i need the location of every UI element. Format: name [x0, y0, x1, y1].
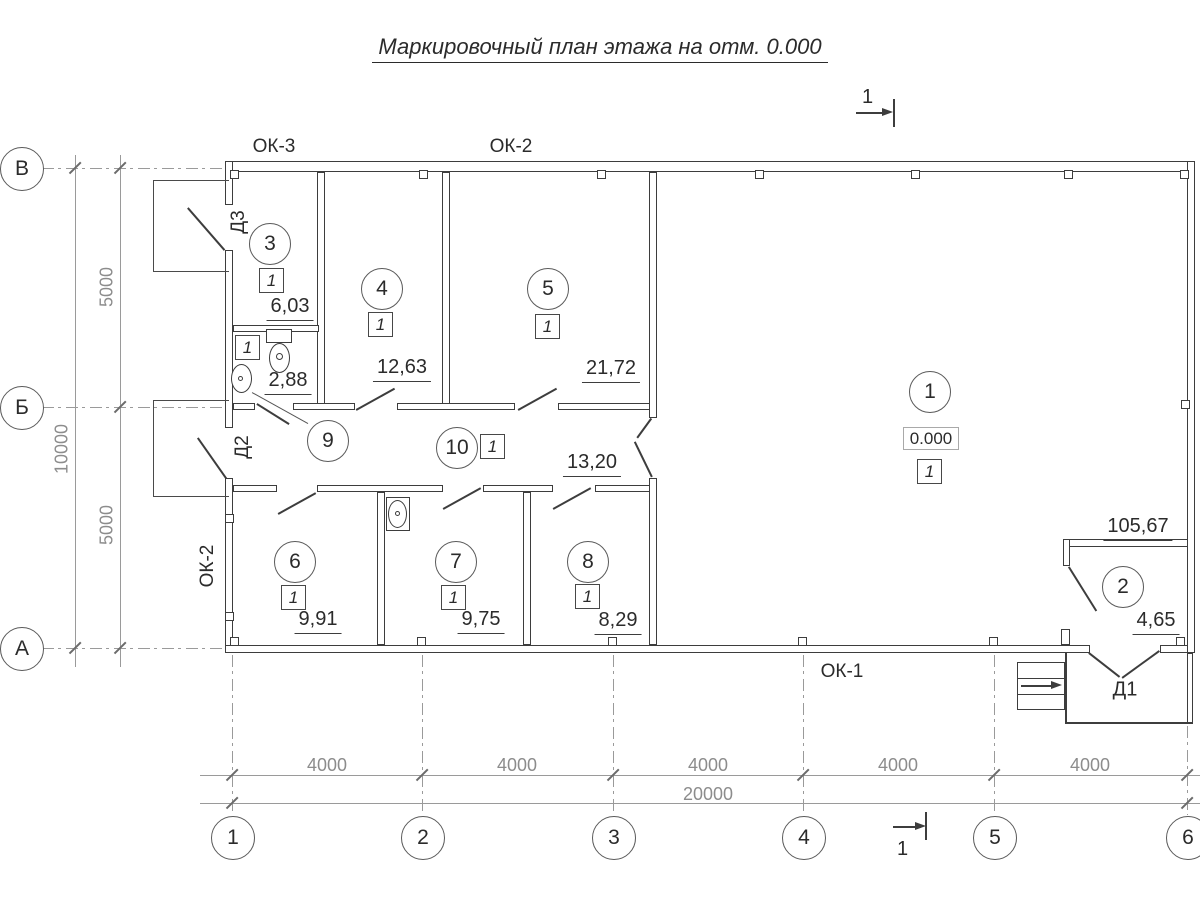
wall-joint [608, 637, 617, 646]
door-leaf-hall-upper [636, 418, 651, 438]
wall-joint [597, 170, 606, 179]
area-room3: 6,03 [267, 295, 314, 321]
wall-joint [225, 514, 234, 523]
section-mark-bottom-label: 1 [897, 838, 909, 860]
dim-value-4000: 4000 [306, 755, 348, 775]
axis-line-b [42, 407, 225, 408]
dim-value-4000: 4000 [496, 755, 538, 775]
window-label-ok1: ОК-1 [820, 661, 864, 682]
wall-room7-room8 [523, 492, 531, 645]
axis-extension-1 [232, 655, 233, 815]
door-swing-room4 [356, 388, 395, 411]
drawing-title: Маркировочный план этажа на отм. 0.000 [0, 34, 1200, 60]
door-label-d3: Д3 [228, 210, 249, 234]
wall-joint [1064, 170, 1073, 179]
wall-exterior-left-3 [225, 478, 233, 653]
room-number-8: 8 [567, 541, 609, 583]
door-leaf-d1-left [1089, 652, 1121, 677]
wall-corridor-top [558, 403, 656, 410]
wall-room4-room5 [442, 172, 450, 410]
door-swing-room8 [553, 487, 591, 509]
stair-step-line [1017, 694, 1065, 695]
wall-joint [911, 170, 920, 179]
finish-box-room1: 1 [917, 459, 942, 484]
window-label-ok3: ОК-3 [252, 136, 296, 157]
dim-value-10000: 10000 [51, 423, 72, 475]
dim-value-4000: 4000 [1069, 755, 1111, 775]
stair-step-line [1017, 678, 1065, 679]
room7-sink-drain [395, 511, 400, 516]
finish-box-room5: 1 [535, 314, 560, 339]
section-mark-top-tick [893, 99, 895, 127]
wall-corridor-bottom [595, 485, 656, 492]
wall-exterior-top [225, 161, 1195, 172]
wall-exterior-bottom-1 [225, 645, 1090, 653]
wall-joint [1181, 400, 1190, 409]
window-label-ok2-top: ОК-2 [489, 136, 533, 157]
wall-joint [230, 170, 239, 179]
wall-vestibule-stub-top [1063, 539, 1070, 566]
axis-extension-3 [613, 655, 614, 815]
wall-corridor-bottom [233, 485, 277, 492]
entrance-porch-left [1065, 653, 1067, 723]
wall-main-hall-upper [649, 172, 657, 418]
area-room1: 105,67 [1103, 515, 1172, 541]
area-room6: 9,91 [295, 608, 342, 634]
room-number-10: 10 [436, 427, 478, 469]
door-leaf-hall-lower [634, 441, 652, 477]
wall-vestibule-stub-bottom [1061, 629, 1070, 645]
section-mark-top-arrow-icon [882, 108, 893, 116]
door-swing-room6 [278, 492, 316, 514]
axis-circle-3: 3 [592, 816, 636, 860]
axis-circle-b: Б [0, 386, 44, 430]
axis-extension-5 [994, 655, 995, 815]
dim-line-left-inner [120, 155, 121, 667]
wall-joint [1180, 170, 1189, 179]
door-label-d2: Д2 [232, 435, 253, 459]
wall-corridor-bottom [483, 485, 553, 492]
room-number-9: 9 [307, 420, 349, 462]
axis-circle-a: А [0, 627, 44, 671]
room-number-5: 5 [527, 268, 569, 310]
finish-box-room4: 1 [368, 312, 393, 337]
section-mark-bottom-tick [925, 812, 927, 840]
finish-box-room7: 1 [441, 585, 466, 610]
dim-value-5000-lower: 5000 [96, 504, 117, 546]
axis-circle-6: 6 [1166, 816, 1200, 860]
wall-room6-room7 [377, 492, 385, 645]
stairs-direction-arrow-icon [1051, 681, 1062, 689]
wall-joint [798, 637, 807, 646]
door-leaf-d1-right [1122, 650, 1160, 678]
entrance-porch-right-wall [1187, 653, 1193, 723]
axis-extension-4 [803, 655, 804, 815]
door-swing-room5 [518, 388, 557, 411]
porch-left-lower [153, 400, 229, 497]
toilet-detail [276, 353, 283, 360]
wall-corridor-top [397, 403, 515, 410]
wall-joint [417, 637, 426, 646]
axis-extension-2 [422, 655, 423, 815]
dim-value-5000-upper: 5000 [96, 266, 117, 308]
area-room5: 21,72 [582, 357, 640, 383]
wall-room3-room4 [317, 172, 325, 410]
dim-value-4000: 4000 [687, 755, 729, 775]
area-room2: 4,65 [1133, 609, 1180, 635]
axis-line-a [42, 648, 225, 649]
area-room4: 12,63 [373, 356, 431, 382]
window-label-ok2-left: ОК-2 [197, 544, 218, 588]
toilet-tank [266, 329, 292, 343]
wall-joint [230, 637, 239, 646]
axis-circle-4: 4 [782, 816, 826, 860]
level-mark: 0.000 [903, 427, 959, 450]
door-label-d1: Д1 [1112, 678, 1138, 701]
area-room9: 2,88 [265, 369, 312, 395]
axis-circle-5: 5 [973, 816, 1017, 860]
finish-box-room8: 1 [575, 584, 600, 609]
wall-main-hall-lower [649, 478, 657, 645]
door-swing-room7 [443, 487, 481, 509]
area-room7: 9,75 [458, 608, 505, 634]
room-number-2: 2 [1102, 566, 1144, 608]
room-number-6: 6 [274, 541, 316, 583]
entrance-porch-bottom [1065, 722, 1193, 724]
room-number-3: 3 [249, 223, 291, 265]
finish-box-room6: 1 [281, 585, 306, 610]
room-number-1: 1 [909, 371, 951, 413]
wall-corridor-bottom [317, 485, 443, 492]
wall-corridor-top [293, 403, 355, 410]
stairs-direction-arrow [1021, 685, 1055, 687]
area-room10: 13,20 [563, 451, 621, 477]
wc-sink-drain [238, 376, 243, 381]
door-leaf-vestibule [1068, 566, 1097, 611]
dim-value-20000: 20000 [682, 784, 734, 804]
finish-box-room9: 1 [235, 335, 260, 360]
axis-circle-v: В [0, 147, 44, 191]
wall-joint [225, 612, 234, 621]
finish-box-room10: 1 [480, 434, 505, 459]
room-number-4: 4 [361, 268, 403, 310]
porch-left-upper [153, 180, 229, 272]
wall-corridor-top [233, 403, 255, 410]
section-mark-top-label: 1 [862, 86, 874, 108]
door-swing-wc [257, 403, 290, 424]
finish-box-room3: 1 [259, 268, 284, 293]
axis-line-v [42, 168, 225, 169]
room-number-7: 7 [435, 541, 477, 583]
wall-joint [1176, 637, 1185, 646]
dim-line-left-outer [75, 155, 76, 667]
wall-joint [989, 637, 998, 646]
dim-value-4000: 4000 [877, 755, 919, 775]
wall-joint [755, 170, 764, 179]
wall-joint [419, 170, 428, 179]
axis-circle-2: 2 [401, 816, 445, 860]
area-room8: 8,29 [595, 609, 642, 635]
axis-circle-1: 1 [211, 816, 255, 860]
